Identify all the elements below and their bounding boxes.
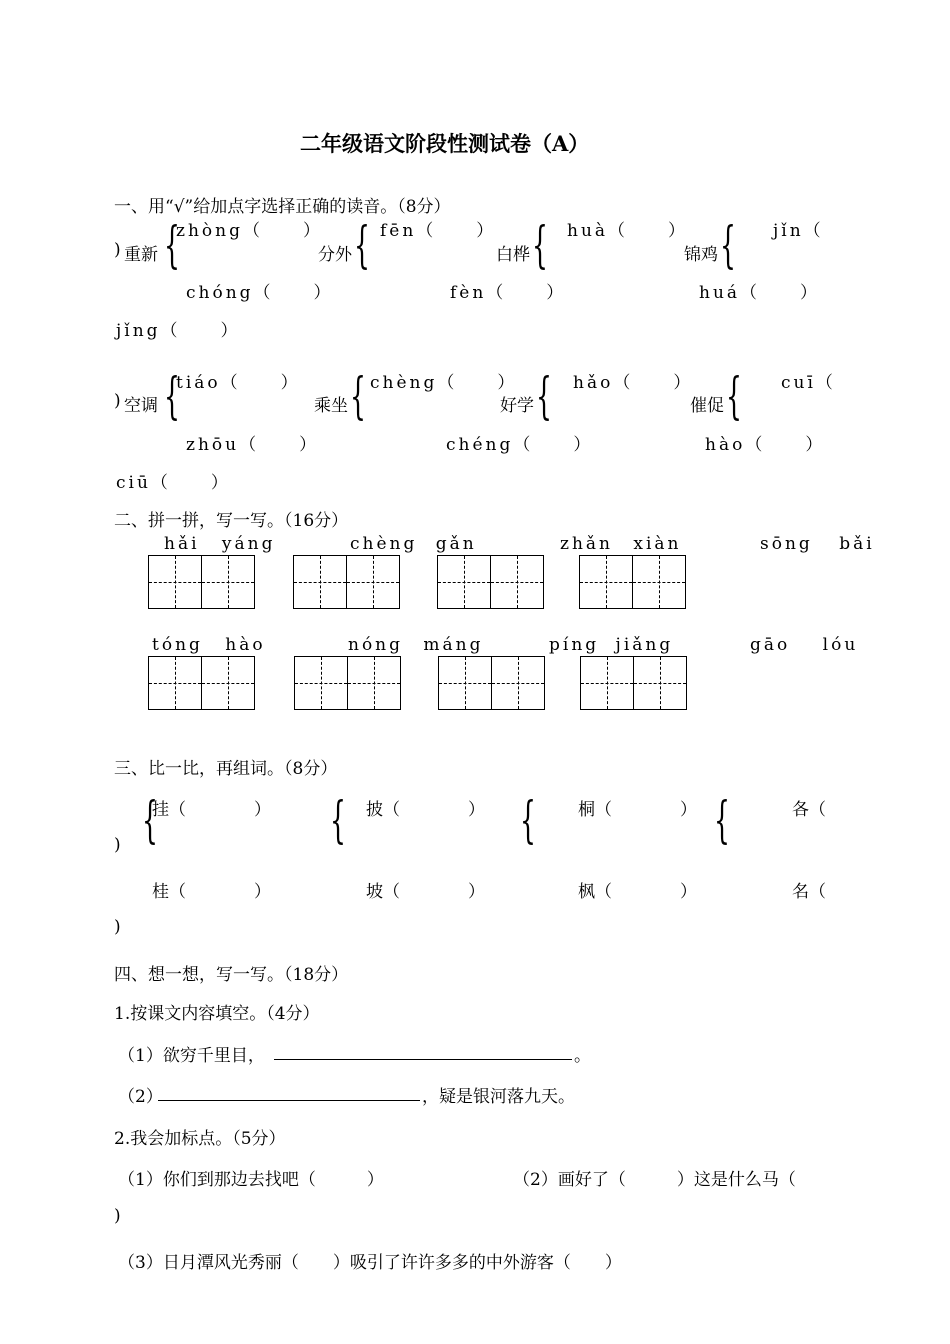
compare-char: 桐（ ） <box>578 800 697 820</box>
word: 锦鸡 <box>684 245 718 265</box>
left-brace-icon: { <box>726 367 742 425</box>
punctuation-item: （3）日月潭风光秀丽（ ）吸引了许许多多的中外游客（ ） <box>118 1253 622 1273</box>
writing-grid[interactable] <box>438 656 545 710</box>
wrap-paren: ) <box>114 240 121 260</box>
compare-char: 披（ ） <box>366 800 485 820</box>
word: 好学 <box>500 396 534 416</box>
pinyin-option: zhòng（ ） <box>176 221 323 241</box>
left-brace-icon: { <box>142 791 158 849</box>
left-brace-icon: { <box>354 216 370 274</box>
left-brace-icon: { <box>714 791 730 849</box>
writing-grid[interactable] <box>148 656 255 710</box>
pinyin-prompt: píng jiǎng <box>549 635 674 655</box>
punctuation-item: （2）画好了（ ）这是什么马（ <box>513 1170 796 1190</box>
q1b-suffix: ，疑是银河落九天。 <box>422 1087 575 1107</box>
section-3-heading: 三、比一比，再组词。（8分） <box>114 759 338 779</box>
compare-char: 桂（ ） <box>152 882 271 902</box>
pinyin-prompt: hǎi yáng <box>164 534 276 554</box>
writing-grid[interactable] <box>580 656 687 710</box>
pinyin-prompt: tóng hào <box>152 635 266 655</box>
pinyin-option: zhōu（ ） <box>186 435 320 455</box>
writing-grid[interactable] <box>579 555 686 609</box>
pinyin-prompt: zhǎn xiàn <box>560 534 682 554</box>
word: 重新 <box>124 245 158 265</box>
section-2-heading: 二、拼一拼，写一写。（16分） <box>114 511 349 531</box>
q1a-suffix: 。 <box>574 1046 591 1066</box>
pinyin-option: tiáo（ ） <box>176 373 301 393</box>
word: 催促 <box>690 396 724 416</box>
pinyin-option: jǐn（ <box>773 221 824 241</box>
pinyin-option: jǐng（ ） <box>116 321 241 341</box>
fill-blank[interactable] <box>274 1058 572 1060</box>
punctuation-item: （1）你们到那边去找吧（ ） <box>118 1170 384 1190</box>
compare-char: 枫（ ） <box>578 882 697 902</box>
left-brace-icon: { <box>164 216 180 274</box>
q1b-prefix: （2） <box>118 1087 163 1107</box>
pinyin-prompt: sōng bǎi <box>760 534 875 554</box>
page-title: 二年级语文阶段性测试卷（A） <box>300 131 590 156</box>
writing-grid[interactable] <box>148 555 255 609</box>
writing-grid[interactable] <box>294 656 401 710</box>
left-brace-icon: { <box>720 216 736 274</box>
pinyin-prompt: gāo lóu <box>750 635 859 655</box>
left-brace-icon: { <box>350 367 366 425</box>
pinyin-prompt: chèng gǎn <box>350 534 477 554</box>
fill-blank[interactable] <box>158 1099 420 1101</box>
writing-grid[interactable] <box>293 555 400 609</box>
compare-char: 挂（ ） <box>152 800 271 820</box>
pinyin-option: fèn（ ） <box>450 283 567 303</box>
pinyin-option: hǎo（ ） <box>573 373 694 393</box>
compare-char: 各（ <box>792 800 826 820</box>
left-brace-icon: { <box>536 367 552 425</box>
section-1-heading: 一、用“√”给加点字选择正确的读音。（8分） <box>114 197 451 217</box>
wrap-paren: ) <box>114 391 121 411</box>
left-brace-icon: { <box>532 216 548 274</box>
pinyin-option: fēn（ ） <box>380 221 497 241</box>
pinyin-option: hào（ ） <box>705 435 826 455</box>
pinyin-option: ciū（ ） <box>116 473 231 493</box>
left-brace-icon: { <box>520 791 536 849</box>
question-2: 2.我会加标点。（5分） <box>114 1129 286 1149</box>
pinyin-option: chèng（ ） <box>370 373 518 393</box>
section-4-heading: 四、想一想，写一写。（18分） <box>114 965 349 985</box>
word: 白桦 <box>496 245 530 265</box>
wrap-paren: ) <box>114 835 121 855</box>
compare-char: 坡（ ） <box>366 882 485 902</box>
left-brace-icon: { <box>330 791 346 849</box>
pinyin-prompt: nóng máng <box>348 635 484 655</box>
compare-char: 名（ <box>792 882 826 902</box>
left-brace-icon: { <box>164 367 180 425</box>
pinyin-option: cuī（ <box>781 373 836 393</box>
word: 空调 <box>124 396 158 416</box>
pinyin-option: chéng（ ） <box>446 435 594 455</box>
wrap-paren: ) <box>114 1206 121 1226</box>
pinyin-option: huá（ ） <box>699 283 821 303</box>
wrap-paren: ) <box>114 917 121 937</box>
word: 乘坐 <box>314 396 348 416</box>
pinyin-option: huà（ ） <box>567 221 689 241</box>
word: 分外 <box>318 245 352 265</box>
q1a-prefix: （1）欲穷千里目， <box>118 1046 265 1066</box>
question-1: 1.按课文内容填空。（4分） <box>114 1004 320 1024</box>
pinyin-option: chóng（ ） <box>186 283 334 303</box>
writing-grid[interactable] <box>437 555 544 609</box>
